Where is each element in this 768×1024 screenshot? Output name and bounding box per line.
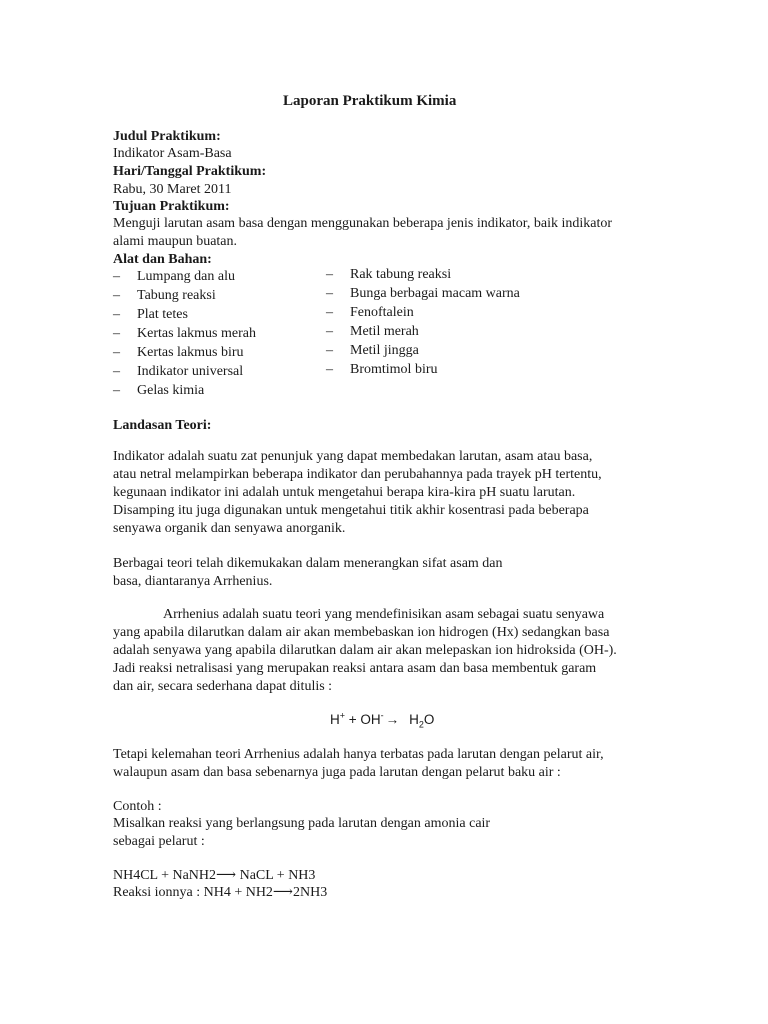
paragraph-line: Berbagai teori telah dikemukakan dalam menerangkan sifat asam dan bbox=[113, 556, 503, 571]
dash-marker: – bbox=[113, 269, 120, 284]
dash-marker: – bbox=[113, 307, 120, 322]
paragraph-line: senyawa organik dan senyawa anorganik. bbox=[113, 521, 346, 536]
contoh-label: Contoh : bbox=[113, 799, 162, 814]
alat-list-right bbox=[326, 266, 520, 380]
list-item: – Rak tabung reaksi bbox=[326, 267, 452, 282]
paragraph-line: basa, diantaranya Arrhenius. bbox=[113, 574, 273, 589]
paragraph-line: walaupun asam dan basa sebenarnya juga pada larutan dengan pelarut baku air : bbox=[113, 765, 561, 780]
hari-label: Hari/Tanggal Praktikum: bbox=[113, 164, 267, 179]
arrow-icon: → bbox=[385, 712, 400, 727]
paragraph-contoh bbox=[113, 815, 490, 851]
paragraph-arrhenius bbox=[113, 606, 617, 696]
paragraph-line: dan air, secara sederhana dapat ditulis : bbox=[113, 679, 333, 694]
dash-marker: – bbox=[326, 305, 333, 320]
dash-marker: – bbox=[113, 345, 120, 360]
dash-marker: – bbox=[113, 383, 120, 398]
alat-list-left bbox=[113, 268, 256, 401]
paragraph-kelemahan bbox=[113, 746, 604, 782]
paragraph-line: atau netral melampirkan beberapa indikator dan perubahannya pada trayek pH tertentu, bbox=[113, 467, 602, 482]
paragraph-indikator bbox=[113, 448, 602, 538]
paragraph-teori bbox=[113, 555, 503, 591]
dash-marker: – bbox=[326, 362, 333, 377]
paragraph-line: Indikator adalah suatu zat penunjuk yang dapat membedakan larutan, asam atau basa, bbox=[113, 449, 593, 464]
dash-marker: – bbox=[113, 326, 120, 341]
tujuan-line: Menguji larutan asam basa dengan menggunakan beberapa jenis indikator, baik indikator bbox=[113, 216, 613, 231]
list-item: – Metil jingga bbox=[326, 343, 419, 358]
landasan-label: Landasan Teori: bbox=[113, 418, 212, 433]
list-item: – Tabung reaksi bbox=[113, 288, 216, 303]
tujuan-label: Tujuan Praktikum: bbox=[113, 199, 230, 214]
list-item: – Kertas lakmus biru bbox=[113, 345, 244, 360]
paragraph-line: Tetapi kelemahan teori Arrhenius adalah hanya terbatas pada larutan dengan pelarut air, bbox=[113, 747, 604, 762]
list-item: – Bromtimol biru bbox=[326, 362, 438, 377]
paragraph-line: Jadi reaksi netralisasi yang merupakan reaksi antara asam dan basa membentuk garam bbox=[113, 661, 597, 676]
hari-value: Rabu, 30 Maret 2011 bbox=[113, 182, 232, 197]
paragraph-line: Arrhenius adalah suatu teori yang mendefinisikan asam sebagai suatu senyawa bbox=[163, 607, 605, 622]
paragraph-line: sebagai pelarut : bbox=[113, 834, 205, 849]
dash-marker: – bbox=[113, 364, 120, 379]
list-item: – Lumpang dan alu bbox=[113, 269, 235, 284]
dash-marker: – bbox=[113, 288, 120, 303]
alat-label: Alat dan Bahan: bbox=[113, 252, 212, 267]
list-item: – Gelas kimia bbox=[113, 383, 205, 398]
judul-value: Indikator Asam-Basa bbox=[113, 146, 232, 161]
paragraph-line: kegunaan indikator ini adalah untuk mengetahui berapa kira-kira pH suatu larutan. bbox=[113, 485, 576, 500]
tujuan-line: alami maupun buatan. bbox=[113, 234, 238, 249]
list-item: – Kertas lakmus merah bbox=[113, 326, 256, 341]
dash-marker: – bbox=[326, 343, 333, 358]
dash-marker: – bbox=[326, 267, 333, 282]
judul-label: Judul Praktikum: bbox=[113, 129, 221, 144]
dash-marker: – bbox=[326, 286, 333, 301]
paragraph-line: Disamping itu juga digunakan untuk mengetahui titik akhir kosentrasi pada beberapa bbox=[113, 503, 589, 518]
reaction-line: NH4CL + NaNH2⟶ NaCL + NH3 bbox=[113, 868, 316, 883]
reaction-ion-line: Reaksi ionnya : NH4 + NH2⟶2NH3 bbox=[113, 885, 328, 900]
list-item: – Plat tetes bbox=[113, 307, 188, 322]
list-item: – Indikator universal bbox=[113, 364, 244, 379]
paragraph-line: adalah senyawa yang apabila dilarutkan dalam air akan melepaskan ion hidroksida (OH-). bbox=[113, 643, 617, 658]
paragraph-line: Misalkan reaksi yang berlangsung pada larutan dengan amonia cair bbox=[113, 816, 491, 831]
list-item: – Metil merah bbox=[326, 324, 419, 339]
neutralization-equation: $H^+ + OH^- \to H_2O$ bbox=[330, 710, 435, 730]
dash-marker: – bbox=[326, 324, 333, 339]
list-item: – Bunga berbagai macam warna bbox=[326, 286, 520, 301]
list-item: – Fenoftalein bbox=[326, 305, 414, 320]
document-title: Laporan Praktikum Kimia bbox=[283, 93, 457, 109]
paragraph-line: yang apabila dilarutkan dalam air akan membebaskan ion hidrogen (Hx) sedangkan basa bbox=[113, 625, 610, 640]
